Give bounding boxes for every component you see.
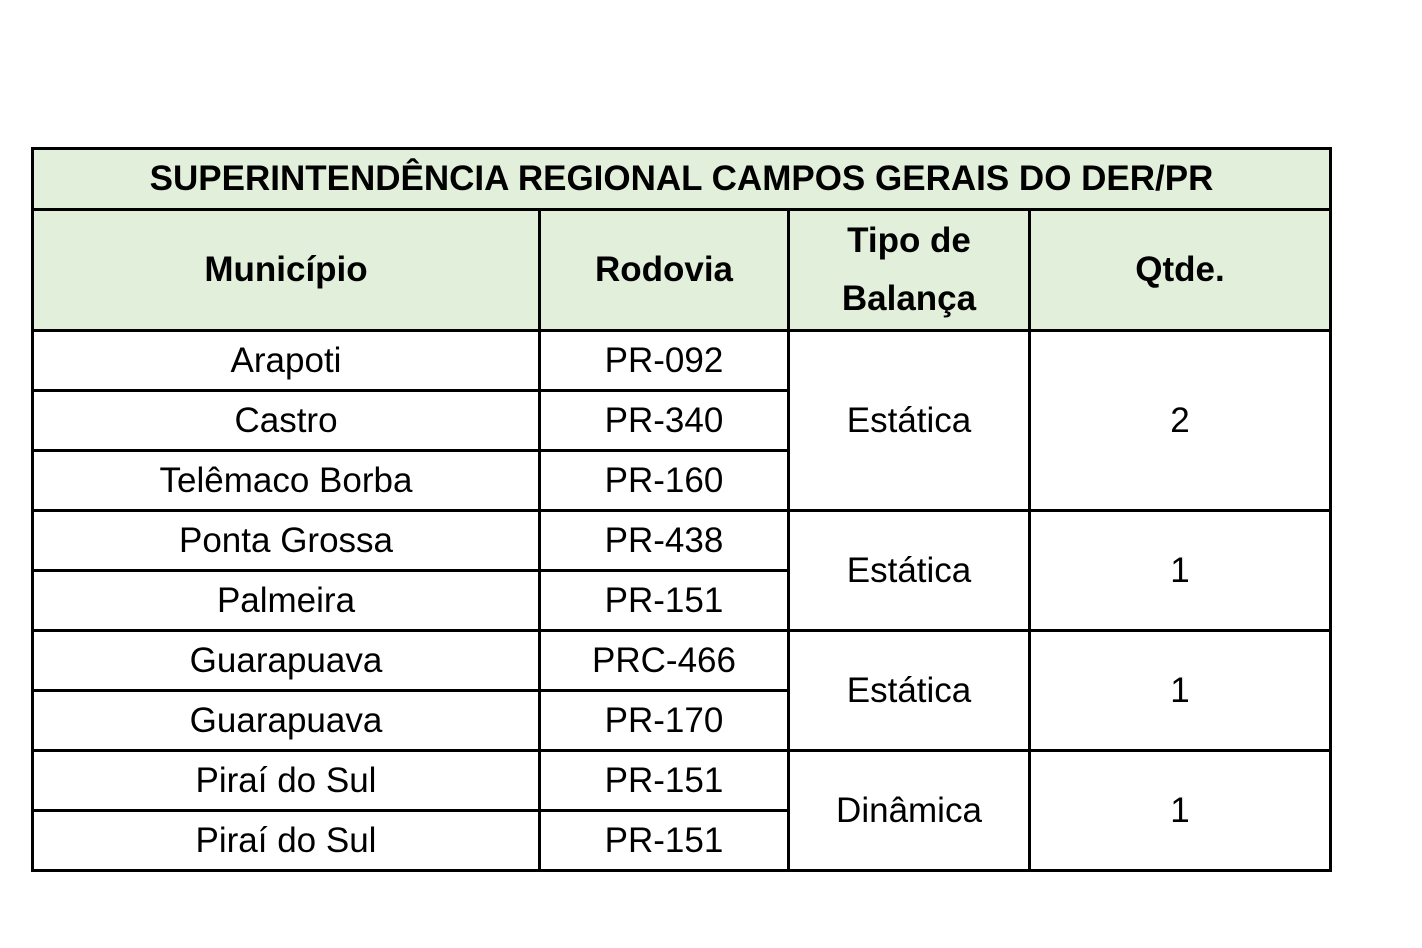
tipo-balanca-cell: Estática <box>789 331 1030 511</box>
qtde-cell: 1 <box>1030 511 1331 631</box>
municipio-cell: Castro <box>33 391 540 451</box>
table-row <box>33 511 1331 571</box>
rodovia-cell: PR-170 <box>540 691 789 751</box>
balancas-table <box>31 147 1332 872</box>
rodovia-cell: PR-438 <box>540 511 789 571</box>
rodovia-cell: PR-151 <box>540 811 789 871</box>
qtde-cell: 1 <box>1030 631 1331 751</box>
header-tipo-de-balanca: Tipo de Balança <box>789 210 1030 331</box>
municipio-cell: Guarapuava <box>33 631 540 691</box>
table-title: SUPERINTENDÊNCIA REGIONAL CAMPOS GERAIS DO DER/PR <box>33 149 1331 210</box>
tipo-balanca-cell: Dinâmica <box>789 751 1030 871</box>
rodovia-cell: PRC-466 <box>540 631 789 691</box>
header-qtde: Qtde. <box>1030 210 1331 331</box>
qtde-cell: 1 <box>1030 751 1331 871</box>
rodovia-cell: PR-092 <box>540 331 789 391</box>
municipio-cell: Ponta Grossa <box>33 511 540 571</box>
municipio-cell: Palmeira <box>33 571 540 631</box>
table-header-row <box>33 210 1331 331</box>
municipio-cell: Telêmaco Borba <box>33 451 540 511</box>
header-rodovia: Rodovia <box>540 210 789 331</box>
tipo-balanca-cell: Estática <box>789 631 1030 751</box>
municipio-cell: Piraí do Sul <box>33 751 540 811</box>
table-row <box>33 751 1331 811</box>
tipo-balanca-cell: Estática <box>789 511 1030 631</box>
table-row <box>33 631 1331 691</box>
municipio-cell: Arapoti <box>33 331 540 391</box>
rodovia-cell: PR-160 <box>540 451 789 511</box>
rodovia-cell: PR-340 <box>540 391 789 451</box>
header-municipio: Município <box>33 210 540 331</box>
municipio-cell: Piraí do Sul <box>33 811 540 871</box>
table-row <box>33 331 1331 391</box>
municipio-cell: Guarapuava <box>33 691 540 751</box>
qtde-cell: 2 <box>1030 331 1331 511</box>
rodovia-cell: PR-151 <box>540 571 789 631</box>
rodovia-cell: PR-151 <box>540 751 789 811</box>
table-title-row <box>33 149 1331 210</box>
